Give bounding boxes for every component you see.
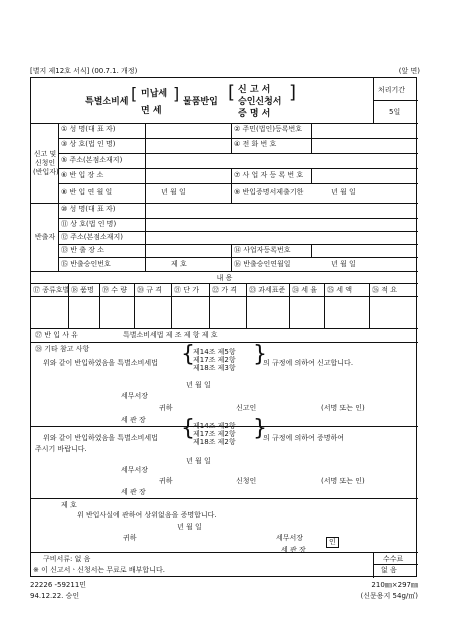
field-date-value: 년 월 일 [161,188,186,196]
sec1-art-2: 제17조 제2항 [193,356,236,364]
footer-code: 22226 -59211민 [30,581,87,589]
tax-option-1: 미납세 [141,89,168,99]
sec1-chief: 세 관 장 [121,416,146,424]
sec2-signer: 신청인 [236,477,257,485]
sec3-date: 년 월 일 [177,523,202,531]
brace-right-2: ] [289,82,297,103]
sec2-post-2: 주시기 바랍니다. [35,445,87,453]
col-item: ⑱ 품명 [71,286,94,294]
field-phone: ④ 전 화 번 호 [234,140,277,148]
sec3-text: 위 반입사실에 관하여 상위없음을 증명합니다. [77,511,217,519]
content-heading: 내 용 [216,274,233,282]
col-tax-amount: ㉕ 세 액 [327,286,352,294]
form-frame [30,77,417,577]
doc-option-1: 신 고 서 [238,85,271,95]
page-side: (앞 면) [398,67,420,75]
sec1-sign: (서명 또는 인) [321,404,365,412]
free-note: ※ 이 신고서ㆍ신청서는 무료로 배부합니다. [33,566,165,574]
sec2-to: 세무서장 [121,466,149,474]
fee-value: 없 음 [381,566,397,574]
sec1-brace-right: } [253,342,267,367]
sec2-pre: 위와 같이 반입하였음을 특별소비세법 [43,434,158,442]
sec2-art-3: 제18조 제2항 [193,438,236,446]
reason-label: ㉗ 반 입 사 유 [35,331,78,339]
col-type: ⑰ 종류호별 [33,286,70,294]
doc-option-2: 승인신청서 [238,97,282,107]
sec1-to: 세무서장 [121,392,149,400]
field-date: ⑧ 반 입 연 월 일 [61,188,113,196]
sec1-honor: 귀하 [159,404,173,412]
sec1-art-1: 제14조 제5항 [193,348,236,356]
sec3-honor: 귀하 [123,534,137,542]
seal-box: 인 [326,537,339,548]
tax-option-2: 면 세 [141,106,162,116]
sec2-brace-left: { [181,416,195,441]
sec1-pre: 위와 같이 반입하였음을 특별소비세법 [43,359,158,367]
declarant-label: 신고 및 신청인 (반입자) [33,150,59,177]
col-tax-base: ㉓ 과세표준 [249,286,286,294]
field-name: ① 성 명(대 표 자) [61,125,116,133]
sec2-art-1: 제14조 제2항 [193,422,236,430]
sec2-art-2: 제17조 제2항 [193,430,236,438]
col-qty: ⑲ 수 량 [102,286,127,294]
sec1-post: 의 규정에 의하여 신고합니다. [263,359,354,367]
other-label: ㉘ 기타 참고 사항 [35,345,90,353]
sec2-chief: 세 관 장 [121,488,146,496]
brace-left-2: [ [228,82,236,103]
carrier-approval-date-value: 년 월 일 [331,260,356,268]
sec1-brace-left: { [181,342,195,367]
form-number: [별지 제12호 서식] (00.7.1. 개정) [30,67,138,75]
sec2-post: 의 규정에 의하여 증명하여 [263,434,345,442]
footer-paper: (신문용지 54g/㎡) [360,592,418,600]
processing-value: 5일 [389,108,401,116]
col-tax-rate: ㉔ 세 율 [292,286,317,294]
sec2-brace-right: } [253,416,267,441]
carrier-place: ⑬ 반 출 장 소 [61,246,104,254]
carrier-label: 반출자 [34,233,56,241]
brace-left-1: [ [131,84,138,103]
carrier-name: ⑩ 성 명(대 표 자) [61,205,116,213]
carrier-approval-no-value: 제 호 [171,260,187,268]
col-remarks: ㉖ 적 요 [372,286,397,294]
field-deadline-value: 년 월 일 [331,188,356,196]
col-spec: ⑳ 규 격 [137,286,162,294]
sec1-art-3: 제18조 제3항 [193,364,236,372]
sec2-sign: (서명 또는 인) [321,477,365,485]
sec3-chief: 세 관 장 [281,546,306,554]
fee-label: 수수료 [383,555,404,563]
field-place: ⑥ 반 입 장 소 [61,171,104,179]
title-middle: 물품반입 [183,97,218,107]
brace-right-1: ] [173,84,180,103]
field-biz-no: ⑦ 사 업 자 등 록 번 호 [234,171,304,179]
reason-value: 특별소비세법 제 조 제 항 제 호 [123,331,218,339]
field-address: ⑤ 주소(본점소재지) [61,156,123,164]
sec2-honor: 귀하 [159,477,173,485]
carrier-approval-no: ⑮ 반출승인번호 [61,260,111,268]
required-docs: 구비서류: 없 음 [43,555,91,563]
carrier-address: ⑫ 주소(본점소재지) [61,233,124,241]
processing-label: 처리기간 [378,86,406,94]
field-deadline: ⑨ 반입증명서제출기한 [234,188,304,196]
tax-name: 특별소비세 [85,97,129,107]
col-unit-price: ㉑ 단 가 [174,286,199,294]
sec3-to: 세무서장 [276,534,304,542]
field-company: ③ 상 호(법 인 명) [61,140,116,148]
col-price: ㉒ 가 격 [212,286,237,294]
footer-size: 210㎜×297㎜ [371,581,418,589]
carrier-biz-no: ⑭ 사업자등록번호 [234,246,291,254]
doc-option-3: 증 명 서 [238,109,271,119]
sec2-date: 년 월 일 [186,457,211,465]
sec3-number: 제 호 [61,501,77,509]
field-reg-no: ② 주민(법인)등록번호 [234,125,303,133]
carrier-company: ⑪ 상 호(법 인 명) [61,220,117,228]
carrier-approval-date: ⑯ 반출승인연월일 [234,260,291,268]
sec1-signer: 신고인 [236,404,257,412]
footer-approval: 94.12.22. 승인 [30,592,80,600]
sec1-date: 년 월 일 [186,381,211,389]
